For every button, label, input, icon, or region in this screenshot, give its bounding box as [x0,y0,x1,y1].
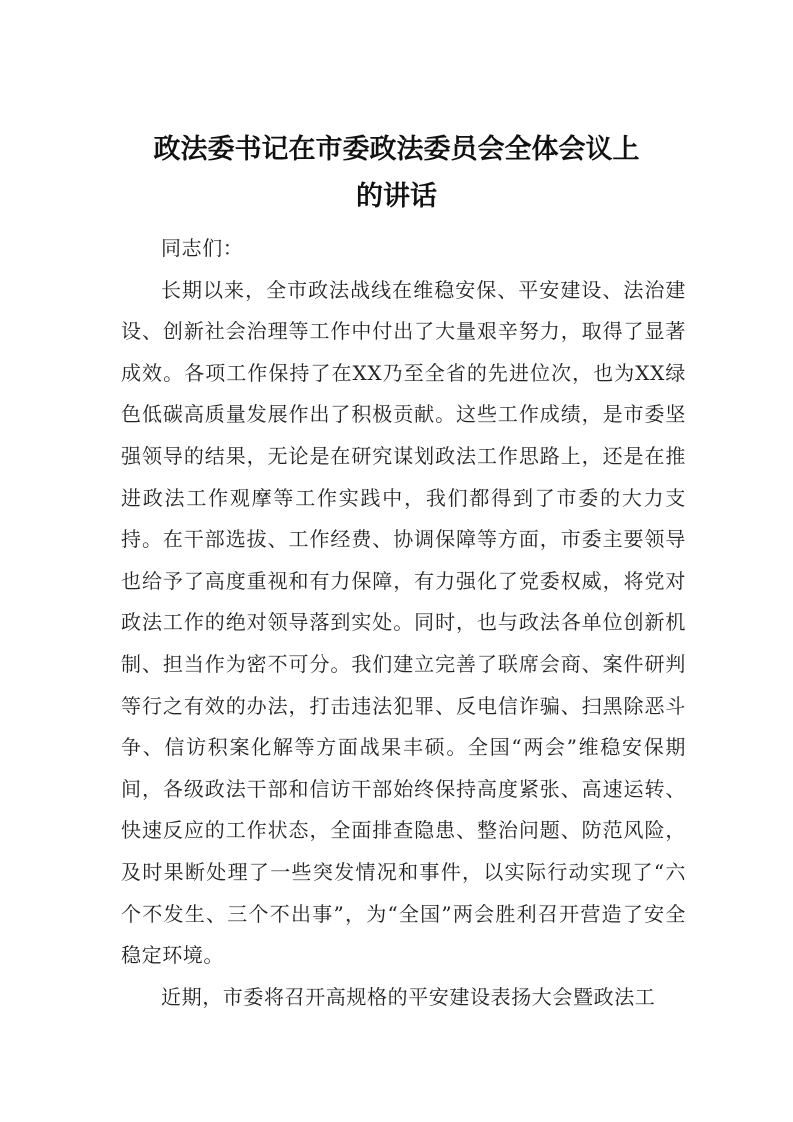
document-title-line-1: 政法委书记在市委政法委员会全体会议上 [153,134,640,165]
document-title-line-2: 的讲话 [356,181,437,212]
salutation: 同志们： [161,236,244,260]
body-paragraph-1: 长期以来，全市政法战线在维稳安保、平安建设、法治建设、创新社会治理等工作中付出了大量艰辛努力，取得了显著成效。各项工作保持了在XX乃至全省的先进位次，也为XX绿色低碳高质量发展作出了积极贡献。这些工作成绩，是市委坚强领导的结果，无论是在研究谋划政法工作思路上，还是在推进政法工作观摩等工作实践中，我们都得到了市委的大力支持。在干部选拔、工作经费、协调保障等方面，市委主要领导也给予了高度重视和有力保障，有力强化了党委权威，将党对政法工作的绝对领导落到实处。同时，也与政法各单位创新机制、担当作为密不可分。我们建立完善了联席会商、案件研判等行之有效的办法，打击违法犯罪、反电信诈骗、扫黑除恶斗争、信访积案化解等方面战果丰硕。全国“两会”维稳安保期间，各级政法干部和信访干部始终保持高度紧张、高速运转、快速反应的工作状态，全面排查隐患、整治问题、防范风险，及时果断处理了一些突发情况和事件，以实际行动实现了“六个不发生、三个不出事”，为“全国”两会胜利召开营造了安全稳定环境。 [121,277,686,968]
body-paragraph-2: 近期，市委将召开高规格的平安建设表扬大会暨政法工 [161,984,656,1009]
document-body [121,228,686,1018]
